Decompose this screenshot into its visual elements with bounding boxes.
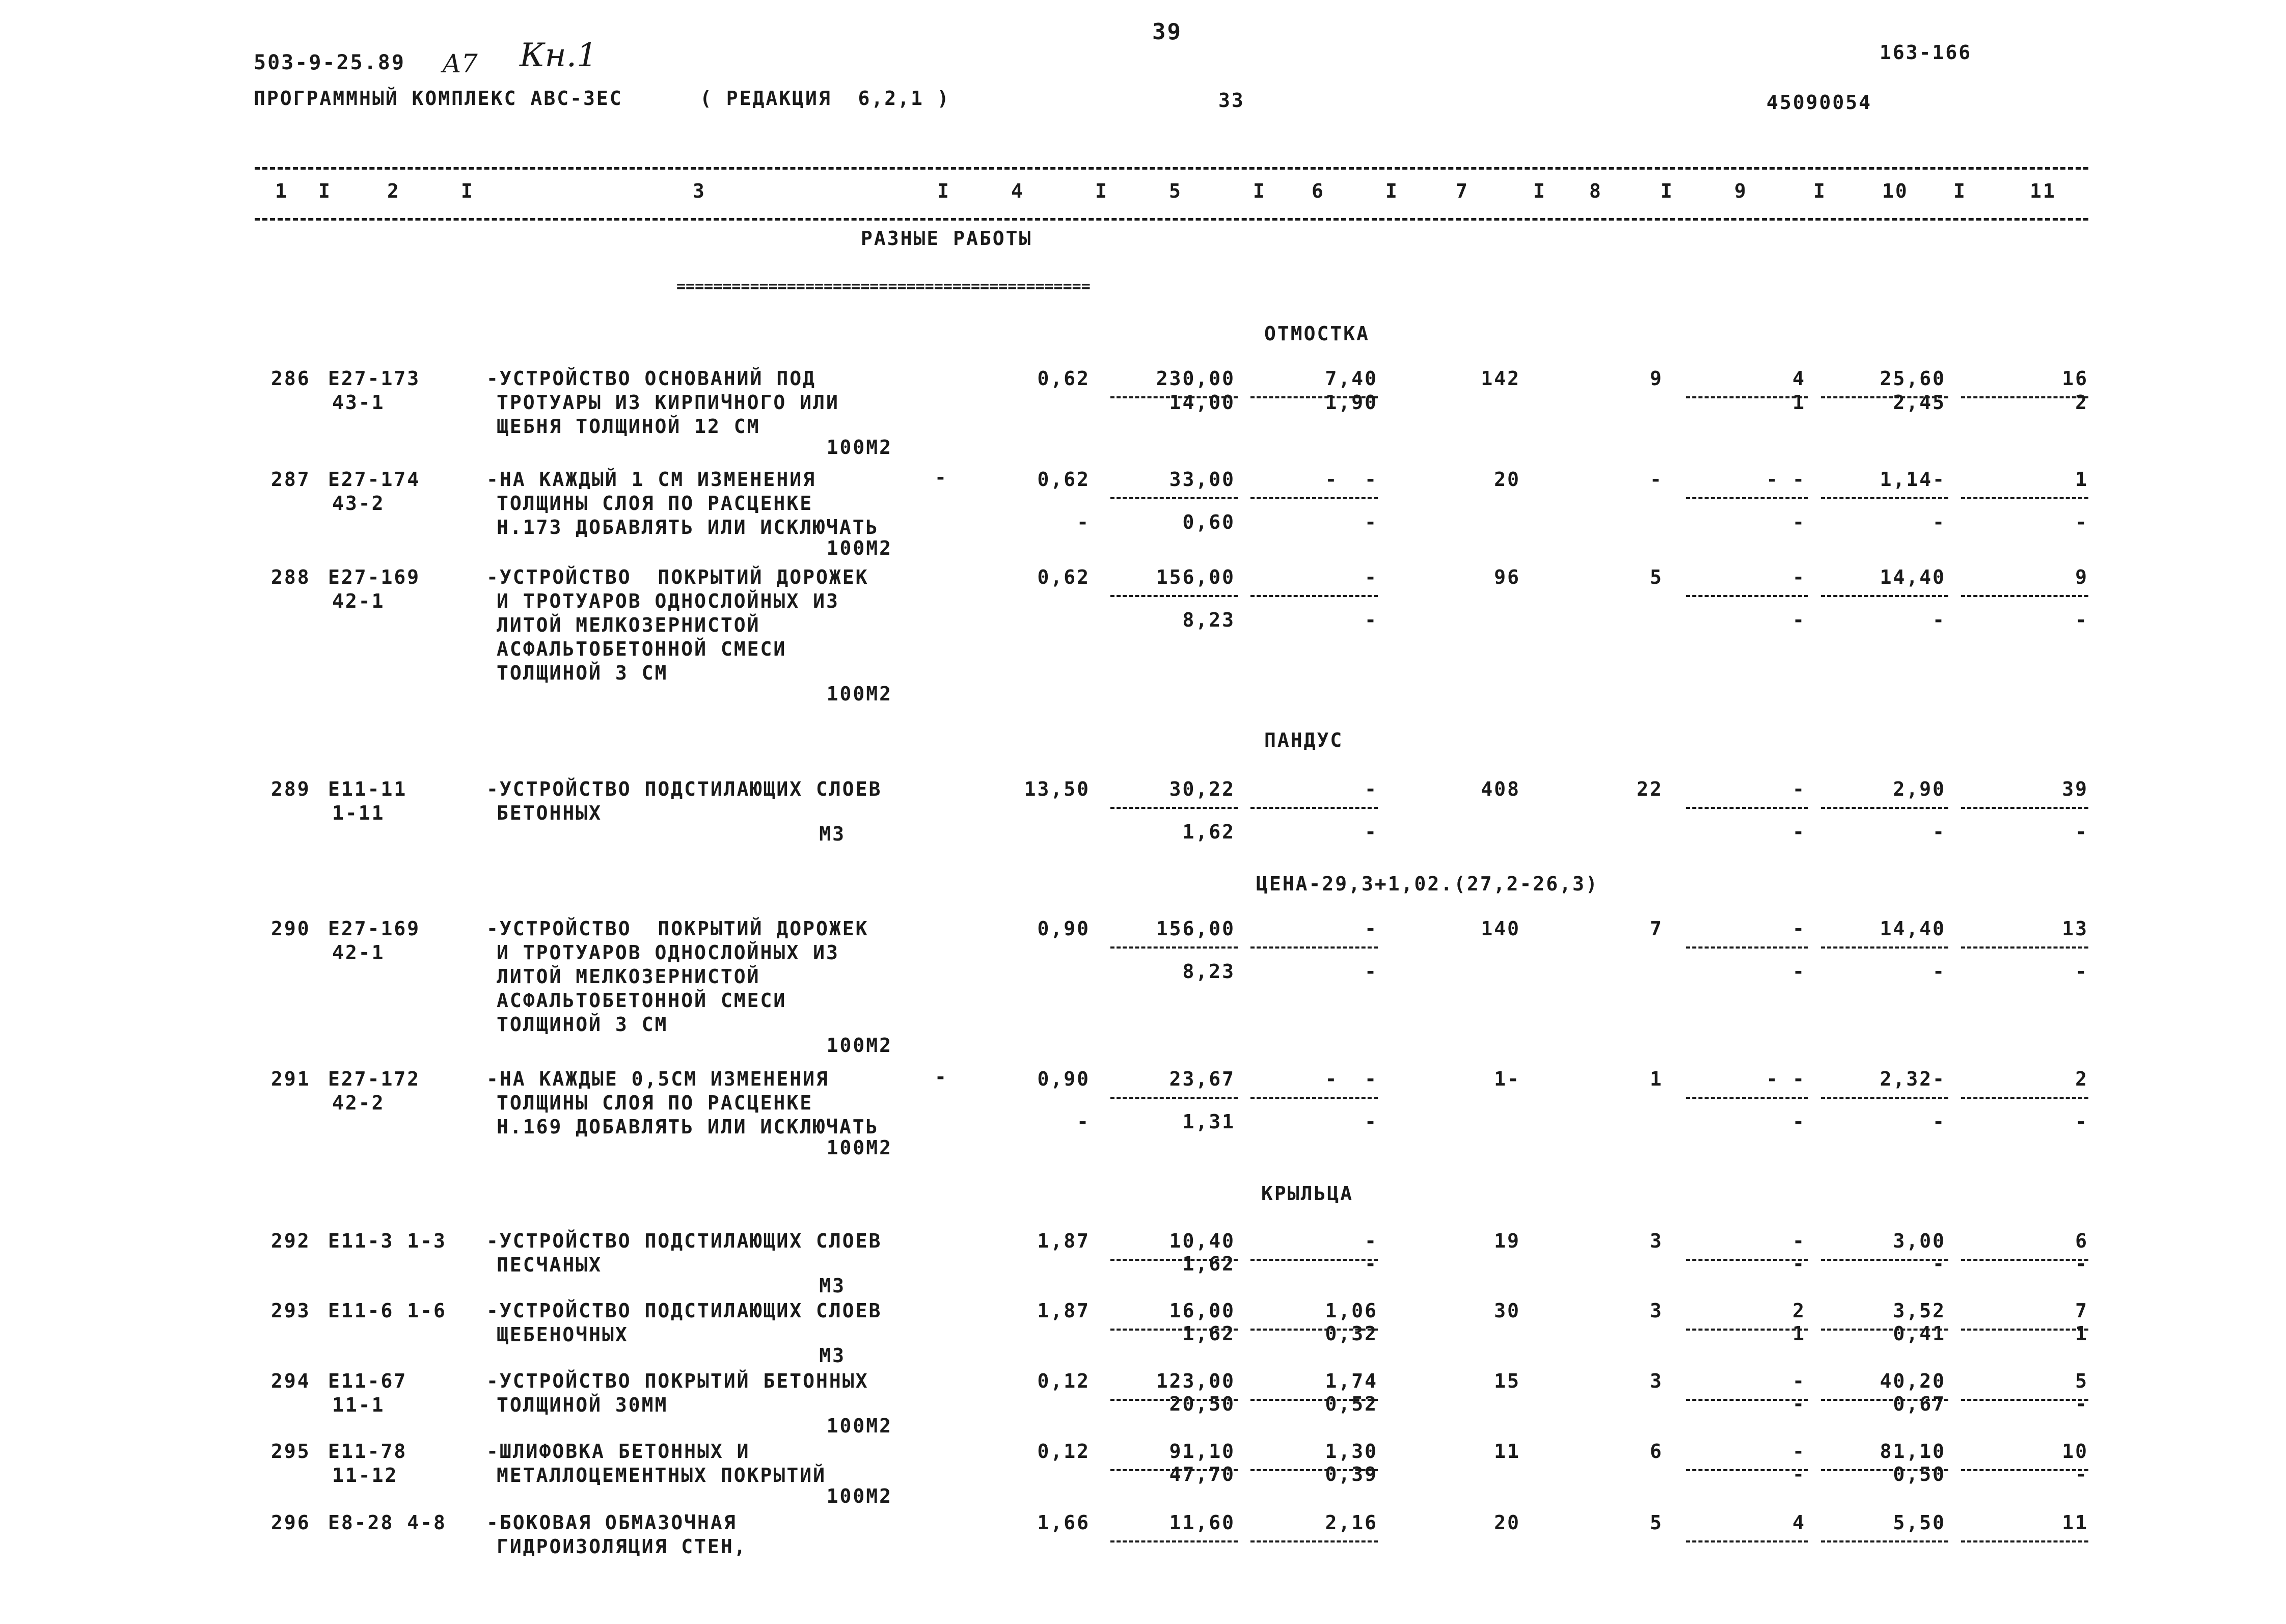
labour-unit-sub: - bbox=[1933, 821, 1946, 843]
program-title: ПРОГРАММНЫЙ КОМПЛЕКС АВС-3ЕС bbox=[254, 87, 623, 110]
unit-of-measure: М3 bbox=[819, 1344, 846, 1367]
work-description: ТОЛЩИНОЙ 3 СМ bbox=[497, 662, 668, 684]
unit-wages: 20,50 bbox=[1169, 1393, 1235, 1415]
work-description: ПЕСЧАНЫХ bbox=[497, 1254, 603, 1276]
wages: 22 bbox=[1637, 778, 1663, 800]
total-cost: 140 bbox=[1481, 917, 1520, 940]
work-description: Н.169 ДОБАВЛЯТЬ ИЛИ ИСКЛЮЧАТЬ bbox=[497, 1116, 879, 1138]
rate-code: Е8-28 4-8 bbox=[328, 1511, 447, 1534]
total-cost: 408 bbox=[1481, 778, 1520, 800]
labour-total-sub: 2 bbox=[2075, 391, 2088, 414]
row-number: 293 bbox=[271, 1300, 311, 1322]
column-separator: I bbox=[937, 180, 950, 202]
unit-machine-wages: 0,39 bbox=[1325, 1463, 1378, 1485]
unit-cost-machines: 2,16 bbox=[1325, 1511, 1378, 1534]
machine-wages: - - bbox=[1766, 468, 1806, 491]
work-description: ГИДРОИЗОЛЯЦИЯ СТЕН, bbox=[497, 1535, 747, 1558]
rate-code: Е11-3 1-3 bbox=[328, 1230, 447, 1252]
unit-cost-total: 230,00 bbox=[1156, 367, 1235, 390]
cell-divider bbox=[1821, 946, 1948, 949]
labour-unit: 25,60 bbox=[1880, 367, 1946, 390]
unit-of-measure: 100М2 bbox=[826, 1415, 892, 1437]
work-description: ЩЕБЕНОЧНЫХ bbox=[497, 1323, 629, 1346]
wages: 3 bbox=[1650, 1370, 1663, 1392]
labour-unit-sub: 0,41 bbox=[1893, 1322, 1946, 1345]
machine-wages-sub: - bbox=[1792, 1463, 1806, 1485]
work-description: -НА КАЖДЫЙ 1 СМ ИЗМЕНЕНИЯ bbox=[486, 468, 816, 491]
rate-code-sub: 1-11 bbox=[332, 802, 385, 824]
quantity-sign: - bbox=[1077, 1111, 1090, 1133]
cell-divider bbox=[1250, 1540, 1378, 1542]
sheet-number: 33 bbox=[1218, 89, 1245, 112]
wages: 3 bbox=[1650, 1230, 1663, 1252]
labour-total-sub: - bbox=[2075, 821, 2088, 843]
sign-marker: - bbox=[935, 1066, 948, 1088]
column-separator: I bbox=[1253, 180, 1266, 202]
unit-cost-total: 10,40 bbox=[1169, 1230, 1235, 1252]
unit-cost-machines: - bbox=[1365, 1230, 1378, 1252]
column-number: 1 bbox=[275, 180, 288, 202]
work-description: ЛИТОЙ МЕЛКОЗЕРНИСТОЙ bbox=[497, 965, 760, 988]
work-description: И ТРОТУАРОВ ОДНОСЛОЙНЫХ ИЗ bbox=[497, 590, 839, 612]
machine-wages: - bbox=[1792, 1370, 1806, 1392]
unit-cost-machines: 7,40 bbox=[1325, 367, 1378, 390]
unit-cost-machines: 1,74 bbox=[1325, 1370, 1378, 1392]
unit-wages: 47,70 bbox=[1169, 1463, 1235, 1485]
column-separator: I bbox=[1813, 180, 1827, 202]
quantity: 1,87 bbox=[1037, 1230, 1090, 1252]
machine-wages-sub: - bbox=[1792, 1393, 1806, 1415]
column-number: 8 bbox=[1589, 180, 1602, 202]
rate-code: Е27-172 bbox=[328, 1068, 421, 1090]
work-description: БЕТОННЫХ bbox=[497, 802, 603, 824]
unit-wages: 1,62 bbox=[1182, 1322, 1235, 1345]
cell-divider bbox=[1110, 1540, 1238, 1542]
labour-total: 10 bbox=[2062, 1440, 2088, 1463]
machine-wages-sub: - bbox=[1792, 960, 1806, 983]
labour-unit-sub: - bbox=[1933, 609, 1946, 631]
row-number: 295 bbox=[271, 1440, 311, 1463]
row-number: 294 bbox=[271, 1370, 311, 1392]
rate-code: Е27-169 bbox=[328, 917, 421, 940]
cell-divider bbox=[1686, 497, 1808, 499]
machine-wages: - bbox=[1792, 917, 1806, 940]
unit-wages: 1,31 bbox=[1182, 1111, 1235, 1133]
work-description: ТРОТУАРЫ ИЗ КИРПИЧНОГО ИЛИ bbox=[497, 391, 839, 414]
unit-cost-machines: 1,06 bbox=[1325, 1300, 1378, 1322]
column-number: 6 bbox=[1312, 180, 1325, 202]
cell-divider bbox=[1961, 1540, 2088, 1542]
column-separator: I bbox=[461, 180, 474, 202]
column-separator: I bbox=[1953, 180, 1967, 202]
cell-divider bbox=[1250, 497, 1378, 499]
cell-divider bbox=[1250, 807, 1378, 809]
labour-unit: 1,14- bbox=[1880, 468, 1946, 491]
quantity: 0,62 bbox=[1037, 367, 1090, 390]
unit-cost-total: 156,00 bbox=[1156, 566, 1235, 588]
machine-wages: 4 bbox=[1792, 1511, 1806, 1534]
column-number: 9 bbox=[1734, 180, 1748, 202]
machine-wages: 4 bbox=[1792, 367, 1806, 390]
header-rule-top bbox=[255, 167, 2088, 170]
cell-divider bbox=[1110, 946, 1238, 949]
cell-divider bbox=[1961, 807, 2088, 809]
unit-machine-wages: - bbox=[1365, 511, 1378, 533]
doc-code: 503-9-25.89 bbox=[254, 51, 405, 74]
unit-cost-total: 123,00 bbox=[1156, 1370, 1235, 1392]
cell-divider bbox=[1686, 1097, 1808, 1099]
labour-total: 9 bbox=[2075, 566, 2088, 588]
row-number: 291 bbox=[271, 1068, 311, 1090]
work-description: -НА КАЖДЫЕ 0,5СМ ИЗМЕНЕНИЯ bbox=[486, 1068, 829, 1090]
machine-wages-sub: - bbox=[1792, 1253, 1806, 1275]
work-description: ТОЛЩИНЫ СЛОЯ ПО РАСЦЕНКЕ bbox=[497, 1092, 813, 1114]
quantity-sign: - bbox=[1077, 511, 1090, 533]
labour-unit: 3,52 bbox=[1893, 1300, 1946, 1322]
unit-cost-total: 11,60 bbox=[1169, 1511, 1235, 1534]
machine-wages-sub: 1 bbox=[1792, 1322, 1806, 1345]
labour-total: 5 bbox=[2075, 1370, 2088, 1392]
labour-total: 39 bbox=[2062, 778, 2088, 800]
cell-divider bbox=[1821, 1097, 1948, 1099]
work-description: ТОЛЩИНЫ СЛОЯ ПО РАСЦЕНКЕ bbox=[497, 492, 813, 515]
unit-cost-total: 33,00 bbox=[1169, 468, 1235, 491]
labour-total-sub: - bbox=[2075, 609, 2088, 631]
labour-total: 2 bbox=[2075, 1068, 2088, 1090]
rate-code: Е27-169 bbox=[328, 566, 421, 588]
header-rule-bottom bbox=[255, 218, 2088, 221]
unit-machine-wages: - bbox=[1365, 821, 1378, 843]
labour-unit: 14,40 bbox=[1880, 917, 1946, 940]
rate-code: Е11-11 bbox=[328, 778, 407, 800]
rate-code-sub: 11-1 bbox=[332, 1394, 385, 1416]
machine-wages: - bbox=[1792, 778, 1806, 800]
unit-wages: 14,00 bbox=[1169, 391, 1235, 414]
unit-cost-total: 30,22 bbox=[1169, 778, 1235, 800]
labour-unit: 5,50 bbox=[1893, 1511, 1946, 1534]
quantity: 13,50 bbox=[1024, 778, 1090, 800]
labour-total-sub: - bbox=[2075, 1463, 2088, 1485]
unit-cost-total: 16,00 bbox=[1169, 1300, 1235, 1322]
price-note: ЦЕНА-29,3+1,02.(27,2-26,3) bbox=[1256, 873, 1599, 895]
unit-of-measure: 100М2 bbox=[826, 537, 892, 559]
rate-code: Е27-173 bbox=[328, 367, 421, 390]
total-cost: 11 bbox=[1494, 1440, 1520, 1463]
unit-machine-wages: - bbox=[1365, 960, 1378, 983]
machine-wages: 2 bbox=[1792, 1300, 1806, 1322]
work-description: МЕТАЛЛОЦЕМЕНТНЫХ ПОКРЫТИЙ bbox=[497, 1464, 826, 1486]
column-separator: I bbox=[1661, 180, 1674, 202]
unit-wages: 8,23 bbox=[1182, 960, 1235, 983]
column-separator: I bbox=[1095, 180, 1108, 202]
work-description: И ТРОТУАРОВ ОДНОСЛОЙНЫХ ИЗ bbox=[497, 941, 839, 964]
unit-of-measure: 100М2 bbox=[826, 1485, 892, 1507]
rate-code-sub: 42-1 bbox=[332, 941, 385, 964]
rate-code: Е27-174 bbox=[328, 468, 421, 491]
labour-unit-sub: - bbox=[1933, 511, 1946, 533]
work-description: -УСТРОЙСТВО ОСНОВАНИЙ ПОД bbox=[486, 367, 816, 390]
wages: 3 bbox=[1650, 1300, 1663, 1322]
rate-code-sub: 43-2 bbox=[332, 492, 385, 515]
unit-machine-wages: - bbox=[1365, 1253, 1378, 1275]
sign-marker: - bbox=[935, 466, 948, 489]
cell-divider bbox=[1250, 946, 1378, 949]
subsection-otmostka: ОТМОСТКА bbox=[1264, 322, 1370, 345]
unit-cost-total: 23,67 bbox=[1169, 1068, 1235, 1090]
unit-machine-wages: - bbox=[1365, 1111, 1378, 1133]
unit-of-measure: 100М2 bbox=[826, 1034, 892, 1057]
cell-divider bbox=[1961, 497, 2088, 499]
unit-wages: 1,62 bbox=[1182, 1253, 1235, 1275]
unit-of-measure: М3 bbox=[819, 1275, 846, 1297]
labour-total-sub: - bbox=[2075, 960, 2088, 983]
unit-machine-wages: - bbox=[1365, 609, 1378, 631]
rate-code-sub: 11-12 bbox=[332, 1464, 398, 1486]
wages: 1 bbox=[1650, 1068, 1663, 1090]
cell-divider bbox=[1250, 595, 1378, 597]
total-cost: 20 bbox=[1494, 1511, 1520, 1534]
labour-unit: 2,32- bbox=[1880, 1068, 1946, 1090]
unit-machine-wages: 1,90 bbox=[1325, 391, 1378, 414]
machine-wages-sub: - bbox=[1792, 821, 1806, 843]
unit-cost-total: 156,00 bbox=[1156, 917, 1235, 940]
quantity: 0,90 bbox=[1037, 1068, 1090, 1090]
cell-divider bbox=[1821, 595, 1948, 597]
work-description: АСФАЛЬТОБЕТОННОЙ СМЕСИ bbox=[497, 638, 787, 660]
labour-unit: 3,00 bbox=[1893, 1230, 1946, 1252]
wages: - bbox=[1650, 468, 1663, 491]
labour-total-sub: - bbox=[2075, 511, 2088, 533]
unit-machine-wages: 0,52 bbox=[1325, 1393, 1378, 1415]
work-description: -УСТРОЙСТВО ПОКРЫТИЙ ДОРОЖЕК bbox=[486, 566, 869, 588]
work-description: -БОКОВАЯ ОБМАЗОЧНАЯ bbox=[486, 1511, 737, 1534]
machine-wages-sub: - bbox=[1792, 511, 1806, 533]
work-description: -ШЛИФОВКА БЕТОННЫХ И bbox=[486, 1440, 750, 1463]
quantity: 0,62 bbox=[1037, 468, 1090, 491]
quantity: 0,90 bbox=[1037, 917, 1090, 940]
work-description: ЛИТОЙ МЕЛКОЗЕРНИСТОЙ bbox=[497, 614, 760, 636]
labour-total: 13 bbox=[2062, 917, 2088, 940]
unit-of-measure: 100М2 bbox=[826, 436, 892, 458]
sheet-range: 163-166 bbox=[1880, 41, 1972, 64]
quantity: 0,62 bbox=[1037, 566, 1090, 588]
unit-of-measure: 100М2 bbox=[826, 683, 892, 705]
column-separator: I bbox=[1385, 180, 1399, 202]
unit-machine-wages: 0,32 bbox=[1325, 1322, 1378, 1345]
work-description: ЩЕБНЯ ТОЛЩИНОЙ 12 СМ bbox=[497, 415, 760, 438]
page-number: 39 bbox=[1152, 19, 1182, 45]
work-description: -УСТРОЙСТВО ПОДСТИЛАЮЩИХ СЛОЕВ bbox=[486, 1300, 882, 1322]
column-separator: I bbox=[1533, 180, 1546, 202]
unit-of-measure: М3 bbox=[819, 823, 846, 845]
cell-divider bbox=[1961, 1097, 2088, 1099]
quantity: 1,87 bbox=[1037, 1300, 1090, 1322]
work-description: -УСТРОЙСТВО ПОДСТИЛАЮЩИХ СЛОЕВ bbox=[486, 1230, 882, 1252]
album-mark: А7 bbox=[442, 49, 478, 78]
machine-wages-sub: - bbox=[1792, 609, 1806, 631]
work-description: -УСТРОЙСТВО ПОДСТИЛАЮЩИХ СЛОЕВ bbox=[486, 778, 882, 800]
machine-wages-sub: 1 bbox=[1792, 391, 1806, 414]
rate-code: Е11-67 bbox=[328, 1370, 407, 1392]
unit-wages: 8,23 bbox=[1182, 609, 1235, 631]
column-number: 7 bbox=[1456, 180, 1469, 202]
machine-wages: - - bbox=[1766, 1068, 1806, 1090]
wages: 5 bbox=[1650, 566, 1663, 588]
labour-total: 7 bbox=[2075, 1300, 2088, 1322]
labour-total-sub: - bbox=[2075, 1253, 2088, 1275]
unit-wages: 0,60 bbox=[1182, 511, 1235, 533]
cell-divider bbox=[1110, 1097, 1238, 1099]
total-cost: 19 bbox=[1494, 1230, 1520, 1252]
column-number: 3 bbox=[693, 180, 706, 202]
cell-divider bbox=[1686, 807, 1808, 809]
cell-divider bbox=[1821, 807, 1948, 809]
labour-unit-sub: 2,45 bbox=[1893, 391, 1946, 414]
subsection-krylca: КРЫЛЬЦА bbox=[1261, 1182, 1354, 1205]
labour-unit: 81,10 bbox=[1880, 1440, 1946, 1463]
book-mark: Кн.1 bbox=[520, 37, 597, 74]
wages: 6 bbox=[1650, 1440, 1663, 1463]
labour-unit-sub: 0,50 bbox=[1893, 1463, 1946, 1485]
cell-divider bbox=[1250, 1097, 1378, 1099]
unit-cost-machines: - - bbox=[1325, 1068, 1378, 1090]
labour-unit-sub: - bbox=[1933, 960, 1946, 983]
work-description: Н.173 ДОБАВЛЯТЬ ИЛИ ИСКЛЮЧАТЬ bbox=[497, 516, 879, 538]
work-description: -УСТРОЙСТВО ПОКРЫТИЙ ДОРОЖЕК bbox=[486, 917, 869, 940]
row-number: 289 bbox=[271, 778, 311, 800]
total-cost: 142 bbox=[1481, 367, 1520, 390]
cell-divider bbox=[1110, 497, 1238, 499]
column-number: 2 bbox=[387, 180, 400, 202]
labour-total: 16 bbox=[2062, 367, 2088, 390]
unit-cost-machines: - bbox=[1365, 778, 1378, 800]
unit-wages: 1,62 bbox=[1182, 821, 1235, 843]
rate-code-sub: 42-1 bbox=[332, 590, 385, 612]
total-cost: 20 bbox=[1494, 468, 1520, 491]
total-cost: 1- bbox=[1494, 1068, 1520, 1090]
labour-unit-sub: - bbox=[1933, 1111, 1946, 1133]
labour-total-sub: - bbox=[2075, 1393, 2088, 1415]
row-number: 296 bbox=[271, 1511, 311, 1534]
wages: 9 bbox=[1650, 367, 1663, 390]
labour-unit: 40,20 bbox=[1880, 1370, 1946, 1392]
cell-divider bbox=[1110, 595, 1238, 597]
column-number: 4 bbox=[1011, 180, 1024, 202]
unit-cost-machines: - bbox=[1365, 566, 1378, 588]
edition: ( РЕДАКЦИЯ 6,2,1 ) bbox=[700, 87, 950, 110]
machine-wages: - bbox=[1792, 1440, 1806, 1463]
cell-divider bbox=[1686, 946, 1808, 949]
labour-unit: 2,90 bbox=[1893, 778, 1946, 800]
labour-unit: 14,40 bbox=[1880, 566, 1946, 588]
cell-divider bbox=[1821, 497, 1948, 499]
labour-total: 1 bbox=[2075, 468, 2088, 491]
work-description: ТОЛЩИНОЙ 30ММ bbox=[497, 1394, 668, 1416]
rate-code-sub: 42-2 bbox=[332, 1092, 385, 1114]
work-description: ТОЛЩИНОЙ 3 СМ bbox=[497, 1013, 668, 1036]
column-number: 10 bbox=[1882, 180, 1909, 202]
work-description: -УСТРОЙСТВО ПОКРЫТИЙ БЕТОННЫХ bbox=[486, 1370, 869, 1392]
labour-total: 6 bbox=[2075, 1230, 2088, 1252]
rate-code: Е11-6 1-6 bbox=[328, 1300, 447, 1322]
total-cost: 30 bbox=[1494, 1300, 1520, 1322]
unit-cost-machines: - bbox=[1365, 917, 1378, 940]
work-description: АСФАЛЬТОБЕТОННОЙ СМЕСИ bbox=[497, 989, 787, 1012]
labour-unit-sub: 0,67 bbox=[1893, 1393, 1946, 1415]
machine-wages-sub: - bbox=[1792, 1111, 1806, 1133]
cell-divider bbox=[1961, 595, 2088, 597]
doc-number: 45090054 bbox=[1766, 91, 1872, 114]
cell-divider bbox=[1686, 1540, 1808, 1542]
quantity: 0,12 bbox=[1037, 1440, 1090, 1463]
quantity: 0,12 bbox=[1037, 1370, 1090, 1392]
row-number: 286 bbox=[271, 367, 311, 390]
row-number: 287 bbox=[271, 468, 311, 491]
unit-of-measure: 100М2 bbox=[826, 1136, 892, 1159]
cell-divider bbox=[1821, 1540, 1948, 1542]
column-number: 5 bbox=[1169, 180, 1182, 202]
labour-total-sub: 1 bbox=[2075, 1322, 2088, 1345]
rate-code-sub: 43-1 bbox=[332, 391, 385, 414]
unit-cost-total: 91,10 bbox=[1169, 1440, 1235, 1463]
labour-unit-sub: - bbox=[1933, 1253, 1946, 1275]
unit-cost-machines: 1,30 bbox=[1325, 1440, 1378, 1463]
quantity: 1,66 bbox=[1037, 1511, 1090, 1534]
row-number: 288 bbox=[271, 566, 311, 588]
cell-divider bbox=[1686, 595, 1808, 597]
machine-wages: - bbox=[1792, 1230, 1806, 1252]
column-separator: I bbox=[318, 180, 332, 202]
row-number: 290 bbox=[271, 917, 311, 940]
section-title: РАЗНЫЕ РАБОТЫ bbox=[861, 227, 1032, 250]
labour-total: 11 bbox=[2062, 1511, 2088, 1534]
unit-cost-machines: - - bbox=[1325, 468, 1378, 491]
subsection-pandus: ПАНДУС bbox=[1264, 729, 1344, 751]
column-number: 11 bbox=[2030, 180, 2056, 202]
section-underline: ============================================= bbox=[676, 279, 1091, 294]
rate-code: Е11-78 bbox=[328, 1440, 407, 1463]
total-cost: 96 bbox=[1494, 566, 1520, 588]
row-number: 292 bbox=[271, 1230, 311, 1252]
wages: 7 bbox=[1650, 917, 1663, 940]
cell-divider bbox=[1961, 946, 2088, 949]
machine-wages: - bbox=[1792, 566, 1806, 588]
labour-total-sub: - bbox=[2075, 1111, 2088, 1133]
cell-divider bbox=[1110, 807, 1238, 809]
total-cost: 15 bbox=[1494, 1370, 1520, 1392]
wages: 5 bbox=[1650, 1511, 1663, 1534]
